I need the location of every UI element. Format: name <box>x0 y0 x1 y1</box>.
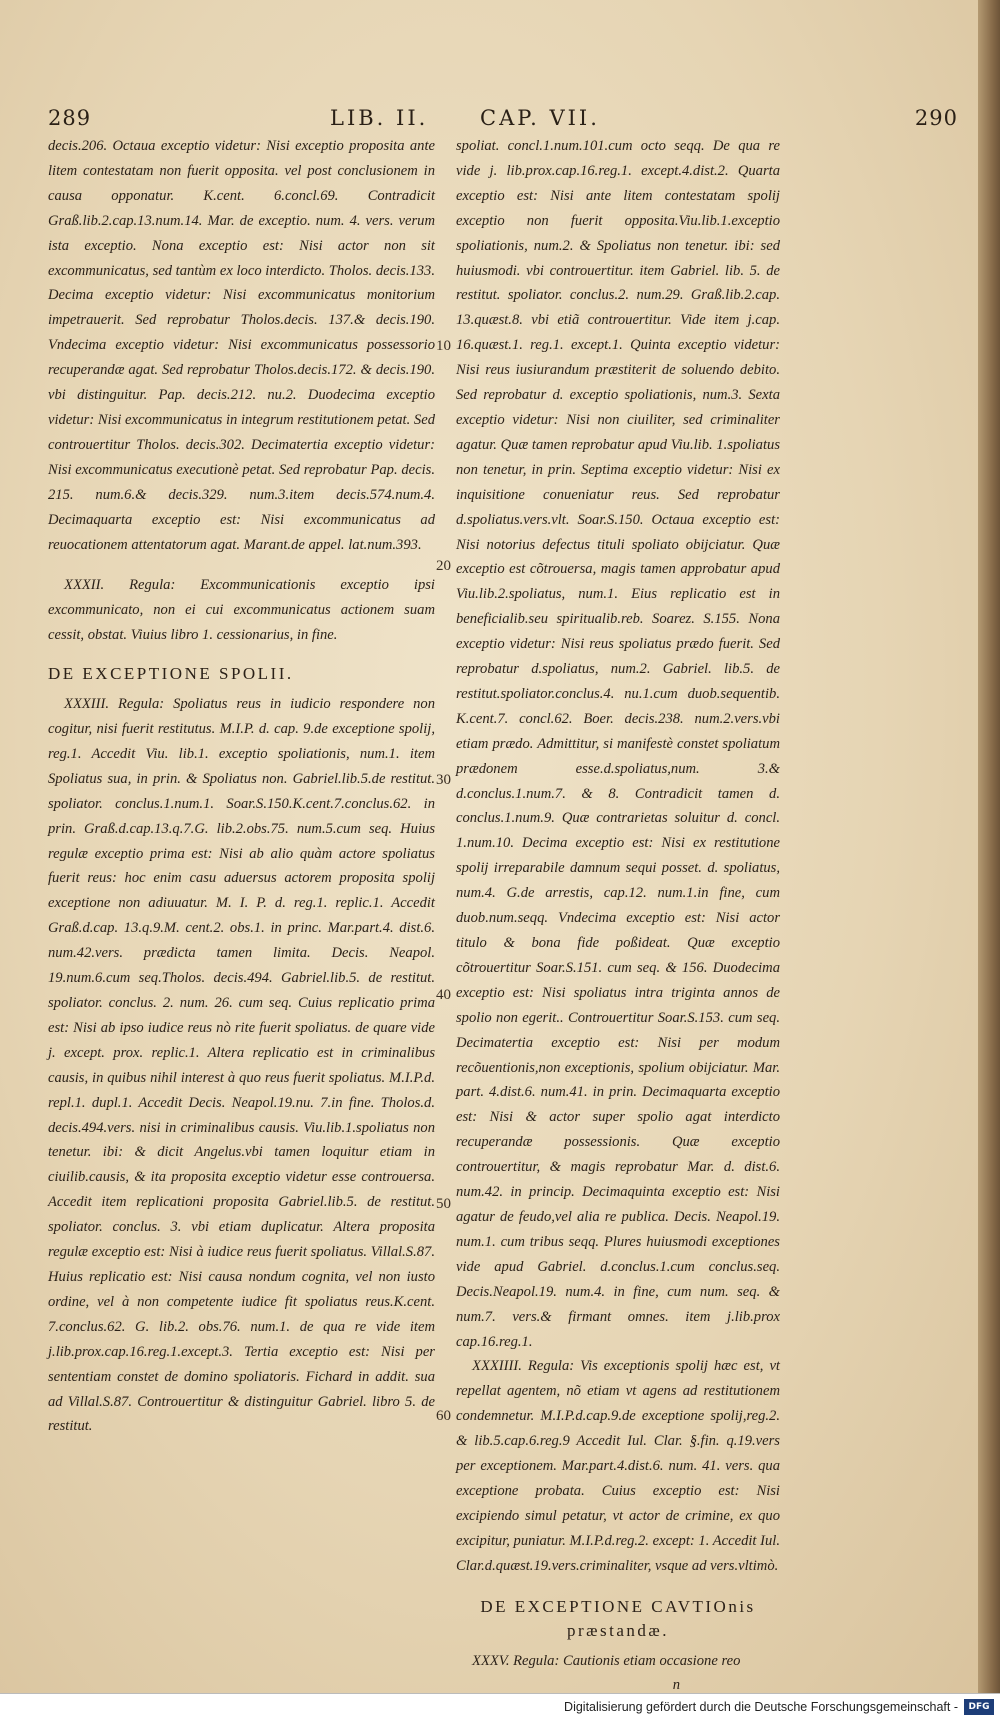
left-column <box>48 134 435 1439</box>
rule-xxxv: XXXV. Regula: Cautionis etiam occasione reo <box>472 1652 741 1669</box>
section-heading-spolii: DE EXCEPTIONE SPOLII. <box>48 664 294 684</box>
catchword: n <box>672 1677 680 1694</box>
page-number-left: 289 <box>48 106 92 130</box>
footer-credit: Digitalisierung gefördert durch die Deutsche Forschungsgemeinschaft - <box>564 1700 958 1714</box>
dfg-logo-icon: DFG <box>964 1699 994 1715</box>
rule-xxxii: XXXII. Regula: Excommunicationis exceptio ipsi excommunicato, non ei cui excommunicatus actionem suam cessit, obstat. Viuius libro 1. cessionarius, in fine. <box>48 577 435 644</box>
right-column <box>456 134 780 1698</box>
digitization-footer <box>0 1693 1000 1722</box>
line-number-40: 40 <box>436 987 451 1003</box>
rule-xxxiii: XXXIII. Regula: Spoliatus reus in iudicio respondere non cogitur, nisi fuerit restitutus. M.I.P. d. cap. 9.de exceptione spolij, reg.1. Accedit Viu. lib.1. exceptio spoliationis, num.1. item Spoliatus sua, in prin. & Spoliatus non. Gabriel.lib.5.de restitut. spoliator. conclus.1.num.1. Soar.S.150.K.cent.7.conclus.62. in prin. Graß.d.cap.13.q.7.G. lib.2.obs.75. num.5.cum seq. Huius regulæ exceptio prima est: Nisi ab alio quàm actore spoliatus fuerit reus: hoc enim casu aduersus actorem proposita spolij exceptione non adiuuatur. M. I. P. d. reg.1. replic.1. Accedit Graß.d.cap. 13.q.9.M. cent.2. obs.1. in princ. Mar.part.4. dist.6. num.42.vers. prædicta tamen limita. Decis. Neapol. 19.num.6.cum seq.Tholos. decis.494. Gabriel.lib.5. de restitut. spoliator. conclus. 2. num. 26. cum seq. Cuius replicatio prima est: Nisi ab ipso iudice reus nò rite fuerit spoliatus. de quare vide j. except. prox. replic.1. Altera replicatio est in criminalibus causis, in quibus nihil interest à quo reus fuerit spoliatus. M.I.P.d. repl.1. dupl.1. Accedit Decis. Neapol.19.nu. 7.in fine. Tholos.d. decis.494.vers. nisi in criminalibus causis. Viu.lib.1.spoliatus non tenetur. ibi: & dicit Angelus.vbi tamen loquitur etiam in ciuilib.causis, & ita proposita exceptio videtur esse controuersa. Accedit item replicationi proposita Gabriel.lib.5. de restitut. spoliator. conclus. 3. vbi etiam duplicatur. Altera proposita regulæ exceptio est: Nisi à iudice reus fuerit spoliatus. Villal.S.87. Huius replicatio est: Nisi causa nondum cognita, vel non iusto ordine, vel à non competente iudice fit spoliatus reus.K.cent. 7.conclus.62. G. lib.2. obs.76. num.1. de qua re vide item j.lib.prox.cap.16.reg.1.except.3. Tertia exceptio est: Nisi per sententiam constet de domino spoliatoris. Fichard in addit. sua ad Villal.S.87. Controuertitur & distinguitur Gabriel. libro 5. de restitut. <box>48 696 435 1435</box>
section-heading-cautionis: DE EXCEPTIONE CAVTIOnis præstandæ. <box>480 1596 756 1640</box>
right-paragraph-1: spoliat. concl.1.num.101.cum octo seqq. De qua re vide j. lib.prox.cap.16.reg.1. except.4.dist.2. Quarta exceptio est: Nisi ante litem contestatam spolij exceptio non fuerit opposita.Viu.lib.1.exceptio spoliationis, num.2. & Spoliatus non tenetur. ibi: sed huiusmodi. vbi controuertitur. item Gabriel. lib. 5. de restitut. spoliator. conclus.2. num.29. Graß.lib.2.cap. 13.quæst.8. vbi etiã controuertitur. Vide item j.cap. 16.quæst.1. reg.1. except.1. Quinta exceptio videtur: Nisi reus iusiurandum præstiterit de soluendo debito. Sed reprobatur d. exceptio spoliationis, num.3. Sexta exceptio videtur: Nisi non ciuiliter, sed criminaliter agatur. Quæ tamen reprobatur apud Viu.lib. 1.spoliatus non tenetur, in prin. Septima exceptio videtur: Nisi ex inquisitione conueniatur reus. Sed reprobatur d.spoliatus.vers.vlt. Soar.S.150. Octaua exceptio est: Nisi notorius defectus tituli spoliato obijciatur. Quæ exceptio est cõtrouersa, magis tamen approbatur apud Viu.lib.2.spoliatus, num.1. Eius replicatio est in beneficialib.seu spiritualib.reb. Soarez. S.155. Nona exceptio videtur: Nisi reus spoliatus prædo fuerit. Sed reprobatur d.spoliatus, num.2. Gabriel. lib.5. de restitut.spoliator.conclus.4. nu.1.cum duob.sequentib. K.cent.7. concl.62. Boer. decis.238. num.2.vers.vbi etiam prædo. Admittitur, si manifestè constet spoliatum prædonem esse.d.spoliatus,num. 3.& d.conclus.1.num.7. & 8. Contradicit tamen d. conclus.1.num.9. Quæ contrarietas soluitur d. concl. 1.num.10. Decima exceptio est: Nisi ex restitutione spolij irreparabile damnum sequi posset. d. spoliatus, num.4. G.de arrestis, cap.12. num.1.in fine, cum duob.num.seqq. Vndecima exceptio est: Nisi actor titulo & bona fide poßideat. Quæ exceptio cõtrouertitur Soar.S.151. cum seq. & 156. Duodecima exceptio est: Nisi spoliatus intra triginta annos de spolio non egerit.. Controuertitur Soar.S.153. cum seq. Decimatertia exceptio est: Nisi per modum recõuentionis,non exceptionis, spolium obijciatur. Mar. part. 4.dist.6. num.41. in prin. Decimaquarta exceptio est: Nisi & actor super spolio agat interdicto recuperandæ possessionis. Quæ exceptio controuertitur, & magis reprobatur Mar. d. dist.6. num.42. in princip. Decimaquinta exceptio est: Nisi agatur de feudo,vel alia re publica. Decis. Neapol.19. num.1. cum tribus seqq. Plures huiusmodi exceptiones vide apud Gabriel. d.conclus.1.cum conclus.seq. Decis.Neapol.19. num.4. in fine, cum num. seq. & num.7. vers.& firmant omnes. item j.lib.prox cap.16.reg.1. <box>456 138 780 1350</box>
line-number-30: 30 <box>436 772 451 788</box>
line-number-10: 10 <box>436 338 451 354</box>
book-spine <box>978 0 1000 1722</box>
line-number-20: 20 <box>436 558 451 574</box>
page-header <box>48 106 958 136</box>
rule-xxxiiii: XXXIIII. Regula: Vis exceptionis spolij hæc est, vt repellat agentem, nõ etiam vt agens ad restitutionem condemnetur. M.I.P.d.cap.9.de exceptione spolij,reg.2. & lib.5.cap.6.reg.9 Accedit Iul. Clar. §.fin. q.19.vers per exceptionem. Mar.part.4.dist.6. num. 41. vers. qua exceptione probata. Cuius exceptio est: Nisi excipiendo simul petatur, vt actor de crimine, ex quo excipitur, puniatur. M.I.P.d.reg.2. except: 1. Accedit Iul. Clar.d.quæst.19.vers.criminaliter, vsque ad vers.vltimò. <box>456 1358 780 1574</box>
running-head-cap: CAP. VII. <box>480 106 600 130</box>
line-number-60: 60 <box>436 1408 451 1424</box>
left-paragraph-1: decis.206. Octaua exceptio videtur: Nisi exceptio proposita ante litem contestatam non fuerit opposita. vel post conclusionem in causa opponatur. K.cent. 6.concl.69. Contradicit Graß.lib.2.cap.13.num.14. Mar. de exceptio. num. 4. vers. verum ista exceptio. Nona exceptio est: Nisi actor non sit excommunicatus, sed tantùm ex loco interdicto. Tholos. decis.133. Decima exceptio videtur: Nisi excommunicatus monitorium impetrauerit. Sed reprobatur Tholos.decis. 137.& decis.190. Vndecima exceptio videtur: Nisi excommunicatus possessorio recuperandæ agat. Sed reprobatur Tholos.decis.172. & decis.190. vbi distinguitur. Pap. decis.212. nu.2. Duodecima exceptio videtur: Nisi excommunicatus in integrum restitutionem petat. Sed controuertitur Tholos. decis.302. Decimatertia exceptio videtur: Nisi excommunicatus executionè petat. Sed reprobatur Pap. decis. 215. num.6.& decis.329. num.3.item decis.574.num.4. Decimaquarta exceptio est: Nisi excommunicatus ad reuocationem attentatorum agat. Marant.de appel. lat.num.393. <box>48 138 435 553</box>
running-head-lib: LIB. II. <box>330 106 429 130</box>
page-number-right: 290 <box>914 106 958 130</box>
line-number-50: 50 <box>436 1196 451 1212</box>
